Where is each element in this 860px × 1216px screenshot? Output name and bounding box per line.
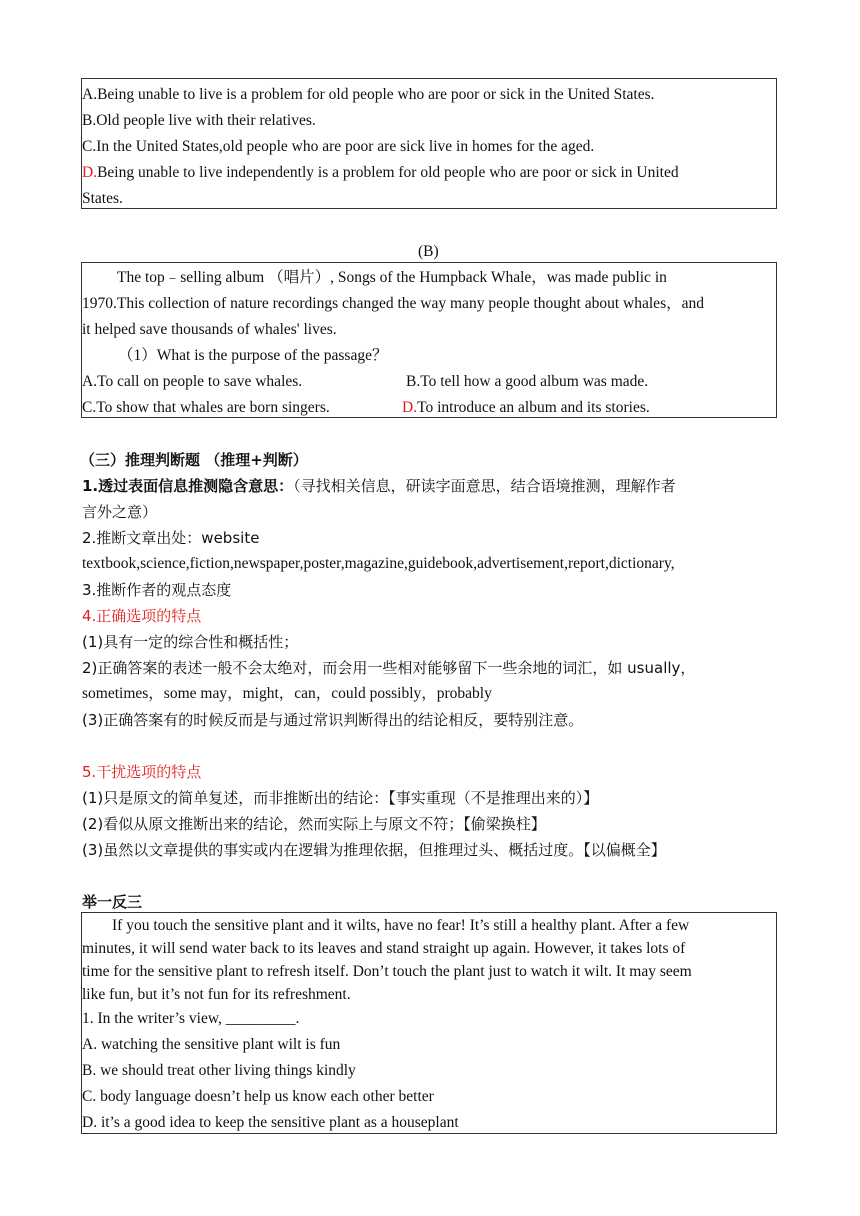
option-b: B.To tell how a good album was made. (406, 373, 649, 390)
passage-line: minutes, it will send water back to its leaves and stand straight up again. However, it takes lots of (82, 940, 686, 957)
option-d (82, 163, 679, 183)
passage-line: 1970.This collection of nature recordings changed the way many people thought about whales，and (82, 295, 704, 312)
option-a: A. watching the sensitive plant wilt is fun (82, 1036, 341, 1053)
option-c: C.In the United States,old people who are poor are sick live in homes for the aged. (82, 138, 595, 155)
item-2: 2.推断文章出处：website (82, 529, 260, 547)
option-c: C.To show that whales are born singers. (82, 399, 330, 416)
practice-box (81, 912, 777, 1134)
passage-line: it helped save thousands of whales' lives. (82, 321, 337, 338)
option-d (402, 398, 650, 418)
passage-line: time for the sensitive plant to refresh itself. Don’t touch the plant just to watch it wilt. It may seem (82, 963, 692, 980)
item-4-heading: 4.正确选项的特点 (82, 607, 202, 625)
option-c: C. body language doesn’t help us know each other better (82, 1088, 434, 1105)
item-1-desc: （寻找相关信息，研读字面意思，结合语境推测，理解作者 (293, 477, 676, 495)
option-d-text: Being unable to live independently is a problem for old people who are poor or sick in United (97, 164, 679, 181)
practice-heading: 举一反三 (82, 893, 143, 911)
item-1 (82, 476, 676, 496)
option-d-cont: States. (82, 190, 123, 207)
item-4-1: (1)具有一定的综合性和概括性； (82, 633, 299, 651)
item-5-1: (1)只是原文的简单复述，而非推断出的结论：【事实重现（不是推理出来的）】 (82, 789, 599, 807)
item-2-list: textbook,science,fiction,newspaper,poster,magazine,guidebook,advertisement,report,dictionary, (82, 555, 675, 572)
section-heading: （三）推理判断题 （推理+判断） (80, 451, 308, 469)
item-1-cont: 言外之意） (82, 503, 158, 521)
section-b-label: (B) (418, 243, 439, 260)
question: （1）What is the purpose of the passage？ (118, 347, 388, 364)
passage-line: like fun, but it’s not fun for its refreshment. (82, 986, 351, 1003)
option-a: A.To call on people to save whales. (82, 373, 303, 390)
question: 1. In the writer’s view, _________. (82, 1010, 300, 1027)
passage-line: The top﹣selling album （唱片）, Songs of the Humpback Whale，was made public in (117, 269, 667, 286)
option-b: B.Old people live with their relatives. (82, 112, 316, 129)
passage-line: If you touch the sensitive plant and it wilts, have no fear! It’s still a healthy plant. After a few (112, 917, 690, 934)
item-1-title: 1.透过表面信息推测隐含意思： (82, 477, 294, 495)
option-d-letter: D. (402, 399, 418, 416)
item-4-2: 2)正确答案的表述一般不会太绝对，而会用一些相对能够留下一些余地的词汇，如 usually， (82, 659, 696, 677)
item-5-2: (2)看似从原文推断出来的结论，然而实际上与原文不符；【偷梁换柱】 (82, 815, 546, 833)
passage-b-box (81, 262, 777, 418)
item-4-3: (3)正确答案有的时候反而是与通过常识判断得出的结论相反，要特别注意。 (82, 711, 584, 729)
option-a: A.Being unable to live is a problem for old people who are poor or sick in the United States. (82, 86, 655, 103)
option-d-letter: D. (82, 164, 98, 181)
answer-options-box (81, 78, 777, 209)
item-5-heading: 5.干扰选项的特点 (82, 763, 202, 781)
item-5-3: (3)虽然以文章提供的事实或内在逻辑为推理依据，但推理过头、概括过度。【以偏概全】 (82, 841, 666, 859)
option-b: B. we should treat other living things kindly (82, 1062, 356, 1079)
option-d: D. it’s a good idea to keep the sensitive plant as a houseplant (82, 1114, 459, 1131)
item-4-2-cont: sometimes，some may，might，can，could possibly，probably (82, 685, 492, 702)
item-3: 3.推断作者的观点态度 (82, 581, 232, 599)
option-d-text: To introduce an album and its stories. (417, 399, 650, 416)
